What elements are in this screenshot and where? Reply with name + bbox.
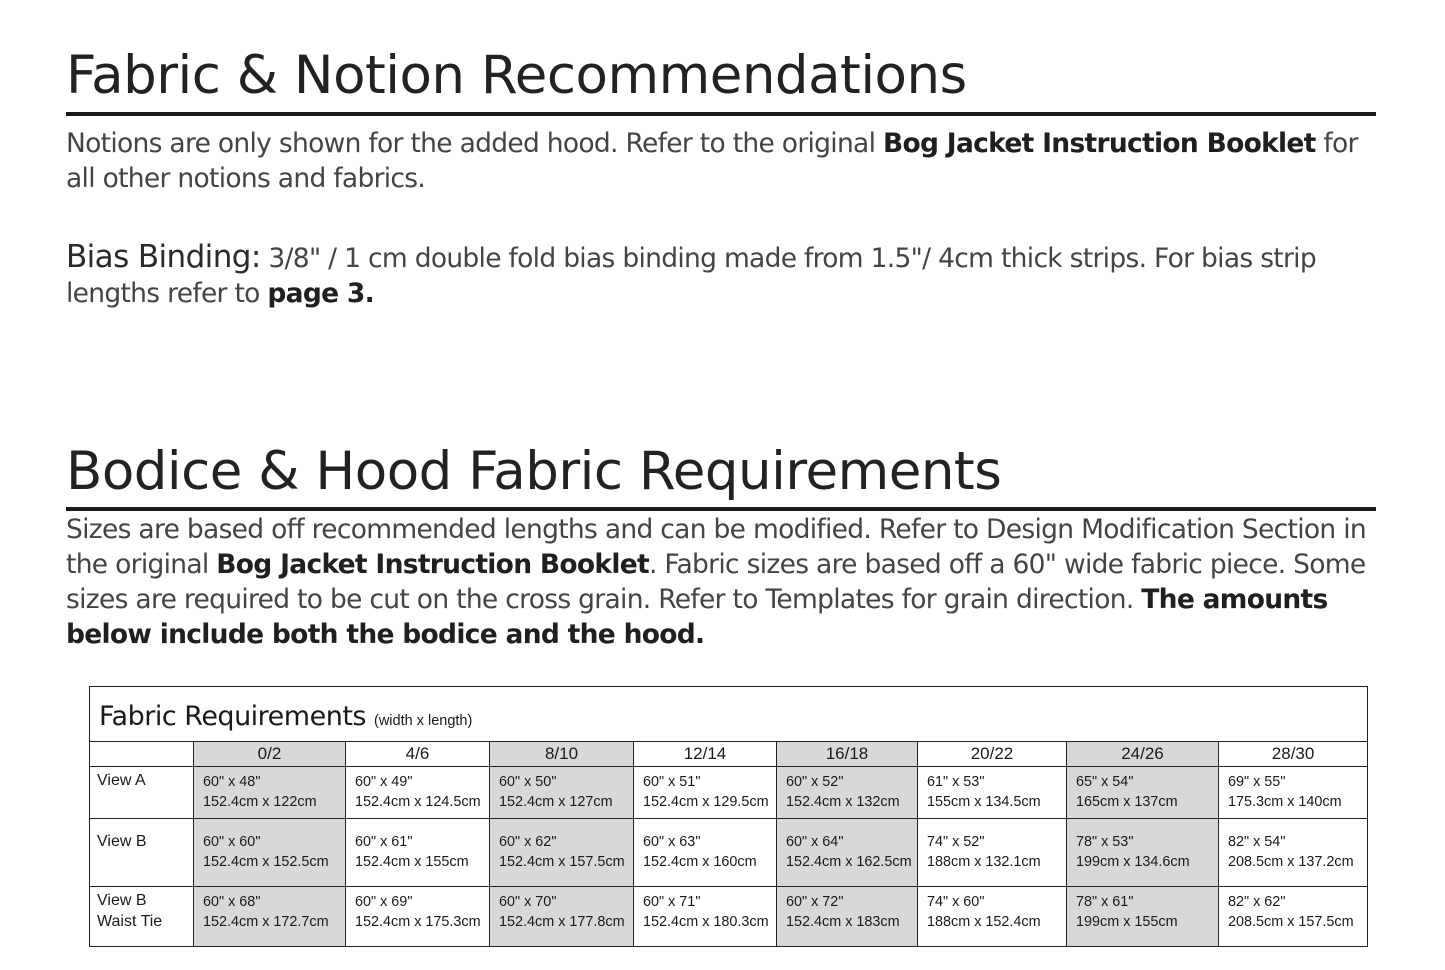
size-header: 20/22 bbox=[918, 742, 1067, 767]
table-cell: 60" x 68" 152.4cm x 172.7cm bbox=[194, 887, 346, 947]
size-header-row bbox=[90, 742, 1368, 767]
title-underline bbox=[66, 112, 1376, 116]
notions-paragraph bbox=[66, 126, 1376, 196]
table-cell: 60" x 49" 152.4cm x 124.5cm bbox=[346, 767, 490, 819]
booklet-reference: Bog Jacket Instruction Booklet bbox=[216, 549, 649, 580]
table-cell: 60" x 69" 152.4cm x 175.3cm bbox=[346, 887, 490, 947]
table-cell: 60" x 61" 152.4cm x 155cm bbox=[346, 819, 490, 887]
page-reference: page 3. bbox=[267, 278, 375, 309]
table-cell: 60" x 52" 152.4cm x 132cm bbox=[777, 767, 918, 819]
table-row bbox=[90, 887, 1368, 947]
table-cell: 60" x 71" 152.4cm x 180.3cm bbox=[634, 887, 777, 947]
requirements-text: Sizes are based off recommended lengths and can be modified. Refer to Design Modification Section in the original bbox=[66, 514, 1366, 580]
notions-text: Notions are only shown for the added hood. Refer to the original bbox=[66, 128, 883, 159]
booklet-reference: Bog Jacket Instruction Booklet bbox=[882, 128, 1316, 159]
fabric-requirements-table bbox=[89, 686, 1368, 947]
size-header: 8/10 bbox=[490, 742, 634, 767]
requirements-paragraph bbox=[66, 512, 1376, 652]
table-cell: 82" x 62" 208.5cm x 157.5cm bbox=[1219, 887, 1368, 947]
table-cell: 78" x 61" 199cm x 155cm bbox=[1067, 887, 1219, 947]
requirements-text-cont: . Fabric sizes are based off a 60" wide fabric piece. Some sizes are required to be cut on the cross grain. Refer to Templates for grain direction. bbox=[66, 549, 1366, 615]
table-subtitle: (width x length) bbox=[373, 712, 473, 729]
size-header: 0/2 bbox=[194, 742, 346, 767]
table-cell: 60" x 63" 152.4cm x 160cm bbox=[634, 819, 777, 887]
size-header: 12/14 bbox=[634, 742, 777, 767]
size-header: 16/18 bbox=[777, 742, 918, 767]
size-header: 24/26 bbox=[1067, 742, 1219, 767]
table-cell: 74" x 52" 188cm x 132.1cm bbox=[918, 819, 1067, 887]
row-label: View B bbox=[90, 819, 194, 887]
table-row bbox=[90, 819, 1368, 887]
table-cell: 60" x 50" 152.4cm x 127cm bbox=[490, 767, 634, 819]
title-underline bbox=[66, 507, 1376, 511]
table-cell: 69" x 55" 175.3cm x 140cm bbox=[1219, 767, 1368, 819]
section-title-bodice-hood: Bodice & Hood Fabric Requirements bbox=[66, 441, 1002, 502]
table-cell: 78" x 53" 199cm x 134.6cm bbox=[1067, 819, 1219, 887]
row-label: View B Waist Tie bbox=[90, 887, 194, 947]
table-cell: 60" x 64" 152.4cm x 162.5cm bbox=[777, 819, 918, 887]
table-cell: 82" x 54" 208.5cm x 137.2cm bbox=[1219, 819, 1368, 887]
table-row bbox=[90, 767, 1368, 819]
size-header: 28/30 bbox=[1219, 742, 1368, 767]
table-cell: 60" x 60" 152.4cm x 152.5cm bbox=[194, 819, 346, 887]
notions-text-tail: for all other notions and fabrics. bbox=[66, 128, 1358, 194]
table-cell: 60" x 72" 152.4cm x 183cm bbox=[777, 887, 918, 947]
section-title-fabric-notion: Fabric & Notion Recommendations bbox=[66, 45, 967, 106]
row-label: View A bbox=[90, 767, 194, 819]
bias-binding-text: 3/8" / 1 cm double fold bias binding made from 1.5"/ 4cm thick strips. For bias strip lengths refer to bbox=[66, 243, 1316, 309]
table-title-cell bbox=[90, 687, 1368, 742]
table-cell: 60" x 48" 152.4cm x 122cm bbox=[194, 767, 346, 819]
requirements-emphasis: The amounts below include both the bodice and the hood. bbox=[66, 584, 1328, 650]
table-title: Fabric Requirements bbox=[99, 700, 366, 732]
bias-binding-label: Bias Binding: bbox=[66, 239, 261, 275]
table-cell: 60" x 62" 152.4cm x 157.5cm bbox=[490, 819, 634, 887]
corner-cell bbox=[90, 742, 194, 767]
table-cell: 60" x 70" 152.4cm x 177.8cm bbox=[490, 887, 634, 947]
table-cell: 60" x 51" 152.4cm x 129.5cm bbox=[634, 767, 777, 819]
table-cell: 61" x 53" 155cm x 134.5cm bbox=[918, 767, 1067, 819]
table-cell: 65" x 54" 165cm x 137cm bbox=[1067, 767, 1219, 819]
bias-binding-paragraph bbox=[66, 240, 1376, 311]
table-cell: 74" x 60" 188cm x 152.4cm bbox=[918, 887, 1067, 947]
size-header: 4/6 bbox=[346, 742, 490, 767]
